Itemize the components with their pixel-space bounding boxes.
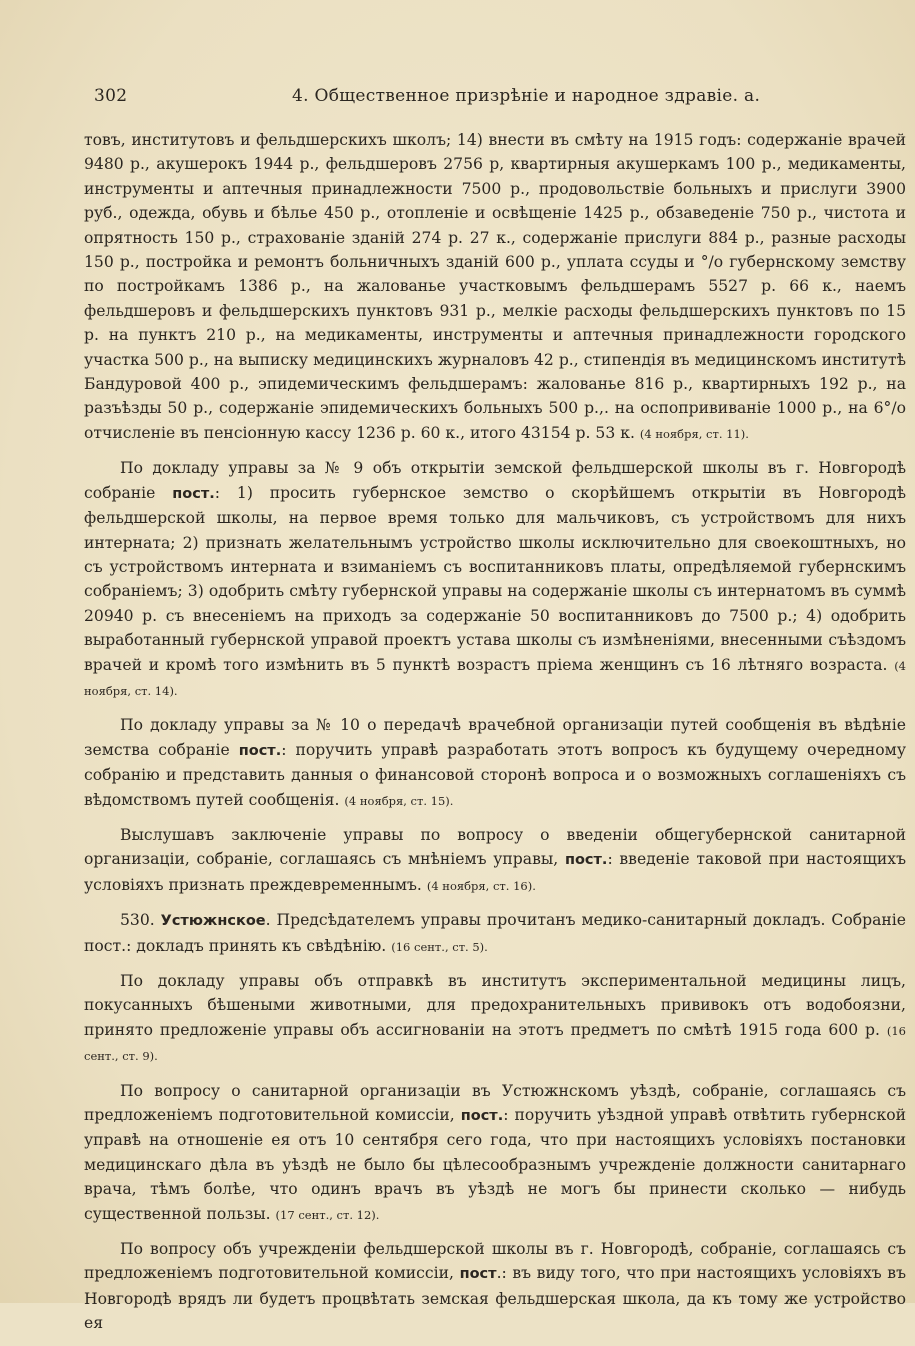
resolution-keyword: пост. bbox=[238, 742, 282, 759]
paragraph-text: По докладу управы объ отправкѣ въ институтъ экспериментальной медицины лицъ, покусанныхъ бѣшеными животными, для предохранительныхъ прививокъ отъ водобоязни, принято предложеніе управы объ ассигнованіи на этотъ предметъ по смѣтѣ 1915 года 600 р. bbox=[84, 972, 906, 1039]
body-text bbox=[84, 128, 906, 1346]
paragraph-text: : поручить уѣздной управѣ отвѣтить губернской управѣ на отношеніе ея отъ 10 сентября сего года, что при настоящихъ условіяхъ постановки медицинскаго дѣла въ уѣздѣ не было бы цѣлесообразнымъ учрежденіе должности санитарнаго врача, тѣмъ болѣе, что одинъ врачъ въ уѣздѣ не могъ бы принести сколько — нибудь существенной пользы. bbox=[84, 1106, 906, 1223]
citation-ref: (17 сент., ст. 12). bbox=[275, 1207, 380, 1222]
paragraph-6 bbox=[84, 969, 906, 1069]
section-number: 530. bbox=[120, 911, 155, 930]
resolution-keyword: пост. bbox=[564, 852, 608, 869]
citation-ref: (4 ноября, ст. 14). bbox=[84, 658, 906, 698]
paragraph-text: . Предсѣдателемъ управы прочитанъ медико-санитарный докладъ. Собраніе пост.: докладъ принять къ свѣдѣнію. bbox=[84, 911, 906, 955]
paragraph-text: товъ, институтовъ и фельдшерскихъ школъ; 14) внести въ смѣту на 1915 годъ: содержаніе врачей 9480 р., акушерокъ 1944 р., фельдшеровъ 2756 р, квартирныя акушеркамъ 100 р., медикаменты, инструменты и аптечныя принадлежности 7500 р., продовольствіе больныхъ и прислуги 3900 руб., одежда, обувь и бѣлье 450 р., отопленіе и освѣщеніе 1425 р., обзаведеніе 750 р., чистота и опрятность 150 р., страхованіе зданій 274 р. 27 к., содержаніе прислуги 884 р., разные расходы 150 р., постройка и ремонтъ больничныхъ зданій 600 р., уплата ссуды и °/о губернскому земству по постройкамъ 1386 р., на жалованье участковымъ фельдшерамъ 5527 р. 66 к., наемъ фельдшеровъ и фельдшерскихъ пунктовъ 931 р., мелкіе расходы фельдшерскихъ пунктовъ по 15 р. на пунктъ 210 р., на медикаменты, инструменты и аптечныя принадлежности городского участка 500 р., на выписку медицинскихъ журналовъ 42 р., стипендія въ медицинскомъ институтѣ Бандуровой 400 р., эпидемическимъ фельдшерамъ: жалованье 816 р., квартирныхъ 192 р., на разъѣзды 50 р., содержаніе эпидемическихъ больныхъ 500 р.,. на оспопрививаніе 1000 р., на 6°/о отчисленіе въ пенсіонную кассу 1236 р. 60 к., итого 43154 р. 53 к. bbox=[84, 131, 906, 442]
running-title: 4. Общественное призрѣніе и народное здравіе. а. bbox=[292, 86, 761, 106]
citation-ref: (4 ноября, ст. 11). bbox=[639, 426, 749, 441]
paragraph-1 bbox=[84, 128, 906, 446]
resolution-keyword: пост. bbox=[172, 485, 215, 502]
paragraph-3 bbox=[84, 713, 906, 813]
paragraph-2 bbox=[84, 456, 906, 703]
paragraph-lead: По вопросу объ учрежденіи фельдшерской школы въ г. Новгородѣ, собраніе, соглашаясь съ предложеніемъ подготовительной комиссіи, bbox=[84, 1240, 906, 1283]
citation-ref: (16 сент., ст. 5). bbox=[391, 939, 488, 954]
paragraph-4 bbox=[84, 823, 906, 898]
citation-ref: (4 ноября, ст. 16). bbox=[426, 878, 536, 893]
paragraph-text: : 1) просить губернское земство о скорѣйшемъ открытіи въ Новгородѣ фельдшерской школы, на первое время только для мальчиковъ, съ устройствомъ для нихъ интерната; 2) признать желательнымъ устройство школы исключительно для своекоштныхъ, но съ устройствомъ интерната и взиманіемъ съ воспитанниковъ платы, опредѣляемой губернскимъ собраніемъ; 3) одобрить смѣту губернской управы на содержаніе школы съ интернатомъ въ суммѣ 20940 р. съ внесеніемъ на приходъ за содержаніе 50 воспитанниковъ до 7500 р.; 4) одобрить выработанный губернской управой проектъ устава школы съ измѣненіями, внесенными съѣздомъ врачей и кромѣ того измѣнить въ 5 пунктѣ возрастъ пріема женщинъ съ 16 лѣтняго возраста. bbox=[84, 483, 906, 674]
citation-ref: (16 сент., ст. 9). bbox=[84, 1023, 906, 1064]
paragraph-text: : поручить управѣ разработать этотъ вопросъ къ будущему очередному собранію и представить данныя о финансовой сторонѣ вопроса и о возможныхъ соглашеніяхъ съ вѣдомствомъ путей сообщенія. bbox=[84, 740, 906, 809]
paragraph-lead: По вопросу о санитарной организаціи въ Устюжнскомъ уѣздѣ, собраніе, соглашаясь съ предложеніемъ подготовительной комиссіи, bbox=[84, 1081, 906, 1125]
paragraph-lead: По докладу управы за № 9 объ открытіи земской фельдшерской школы въ г. Новгородѣ собраніе bbox=[84, 459, 906, 502]
paragraph-7 bbox=[84, 1079, 906, 1227]
paragraph-text: : введеніе таковой при настоящихъ условіяхъ признать преждевременнымъ. bbox=[84, 850, 906, 894]
resolution-keyword: пост. bbox=[460, 1108, 504, 1125]
paragraph-5 bbox=[84, 908, 906, 959]
paragraph-text: .: въ виду того, что при настоящихъ условіяхъ въ Новгородѣ врядъ ли будетъ процвѣтать земская фельдшерская школа, да къ тому же устройство ея bbox=[84, 1264, 906, 1333]
page-number: 302 bbox=[94, 86, 128, 106]
citation-ref: (4 ноября, ст. 15). bbox=[344, 793, 454, 808]
paragraph-8 bbox=[84, 1237, 906, 1336]
paragraph-lead: По докладу управы за № 10 о передачѣ врачебной организаціи путей сообщенія въ вѣдѣніе земства собраніе bbox=[84, 716, 906, 759]
resolution-keyword: пост bbox=[459, 1266, 497, 1283]
page-header bbox=[94, 86, 855, 112]
paragraph-lead: Выслушавъ заключеніе управы по вопросу о введеніи общегубернской санитарной организаціи, собраніе, соглашаясь съ мнѣніемъ управы, bbox=[84, 825, 906, 869]
section-heading: Устюжнское bbox=[160, 913, 266, 930]
